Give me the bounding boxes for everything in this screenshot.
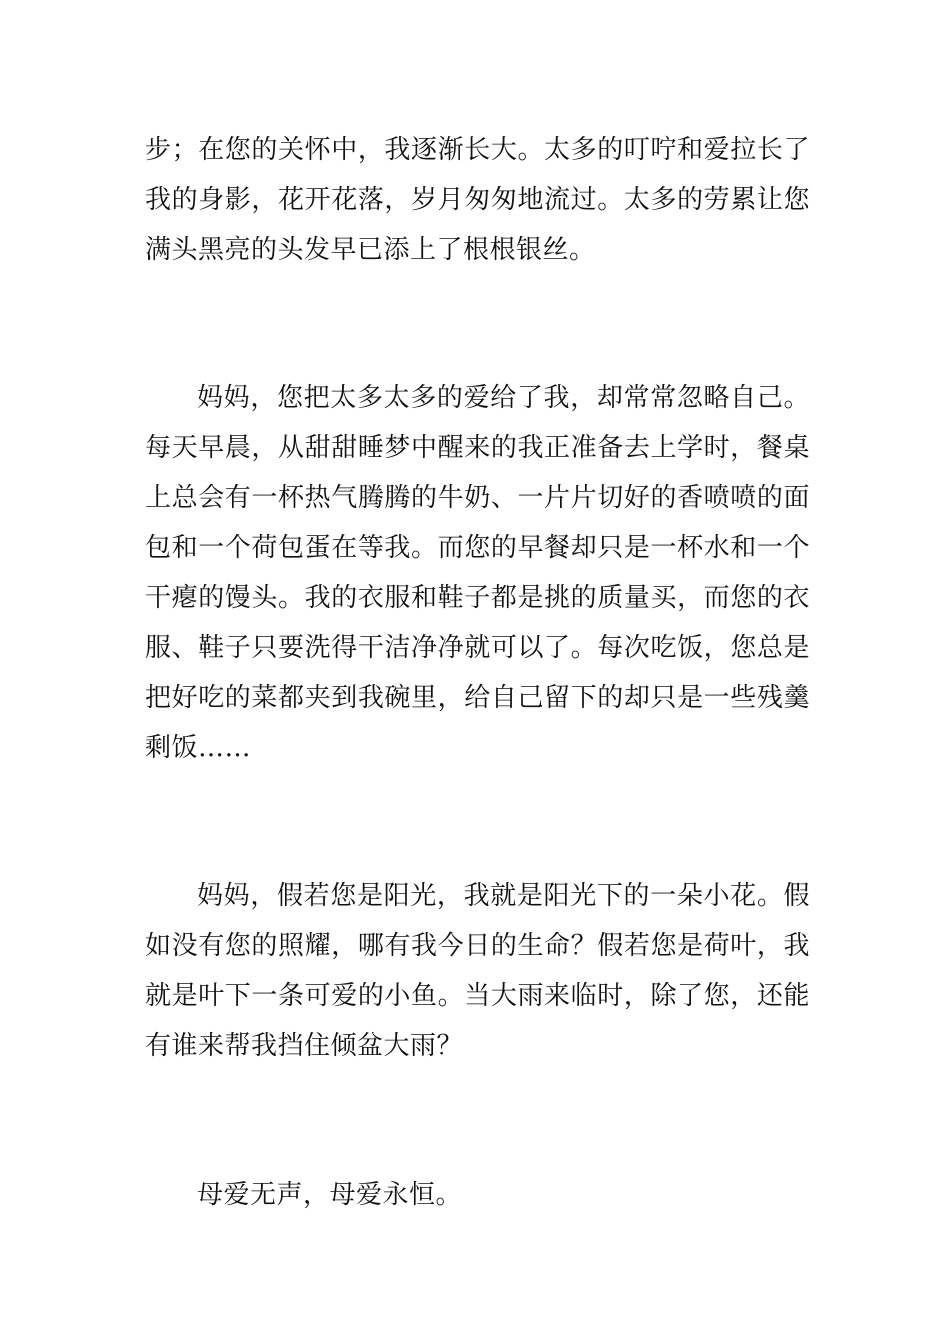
- paragraph-mother-sacrifice: 妈妈，您把太多太多的爱给了我，却常常忽略自己。每天早晨，从甜甜睡梦中醒来的我正准备去上学时，餐桌上总会有一杯热气腾腾的牛奶、一片片切好的香喷喷的面包和一个荷包蛋在等我。而您的早餐却只是一杯水和一个干瘪的馒头。我的衣服和鞋子都是挑的质量买，而您的衣服、鞋子只要洗得干洁净净就可以了。每次吃饭，您总是把好吃的菜都夹到我碗里，给自己留下的却只是一些残羹剩饭……: [145, 383, 810, 763]
- paragraph-growing-up: 步；在您的关怀中，我逐渐长大。太多的叮咛和爱拉长了我的身影，花开花落，岁月匆匆地流过。太多的劳累让您满头黑亮的头发早已添上了根根银丝。: [145, 135, 810, 265]
- paragraph-closing-line: 母爱无声，母爱永恒。: [197, 1180, 463, 1210]
- paragraph-sunshine-metaphor: 妈妈，假若您是阳光，我就是阳光下的一朵小花。假如没有您的照耀，哪有我今日的生命？假若您是荷叶，我就是叶下一条可爱的小鱼。当大雨来临时，除了您，还能有谁来帮我挡住倾盆大雨？: [145, 881, 810, 1061]
